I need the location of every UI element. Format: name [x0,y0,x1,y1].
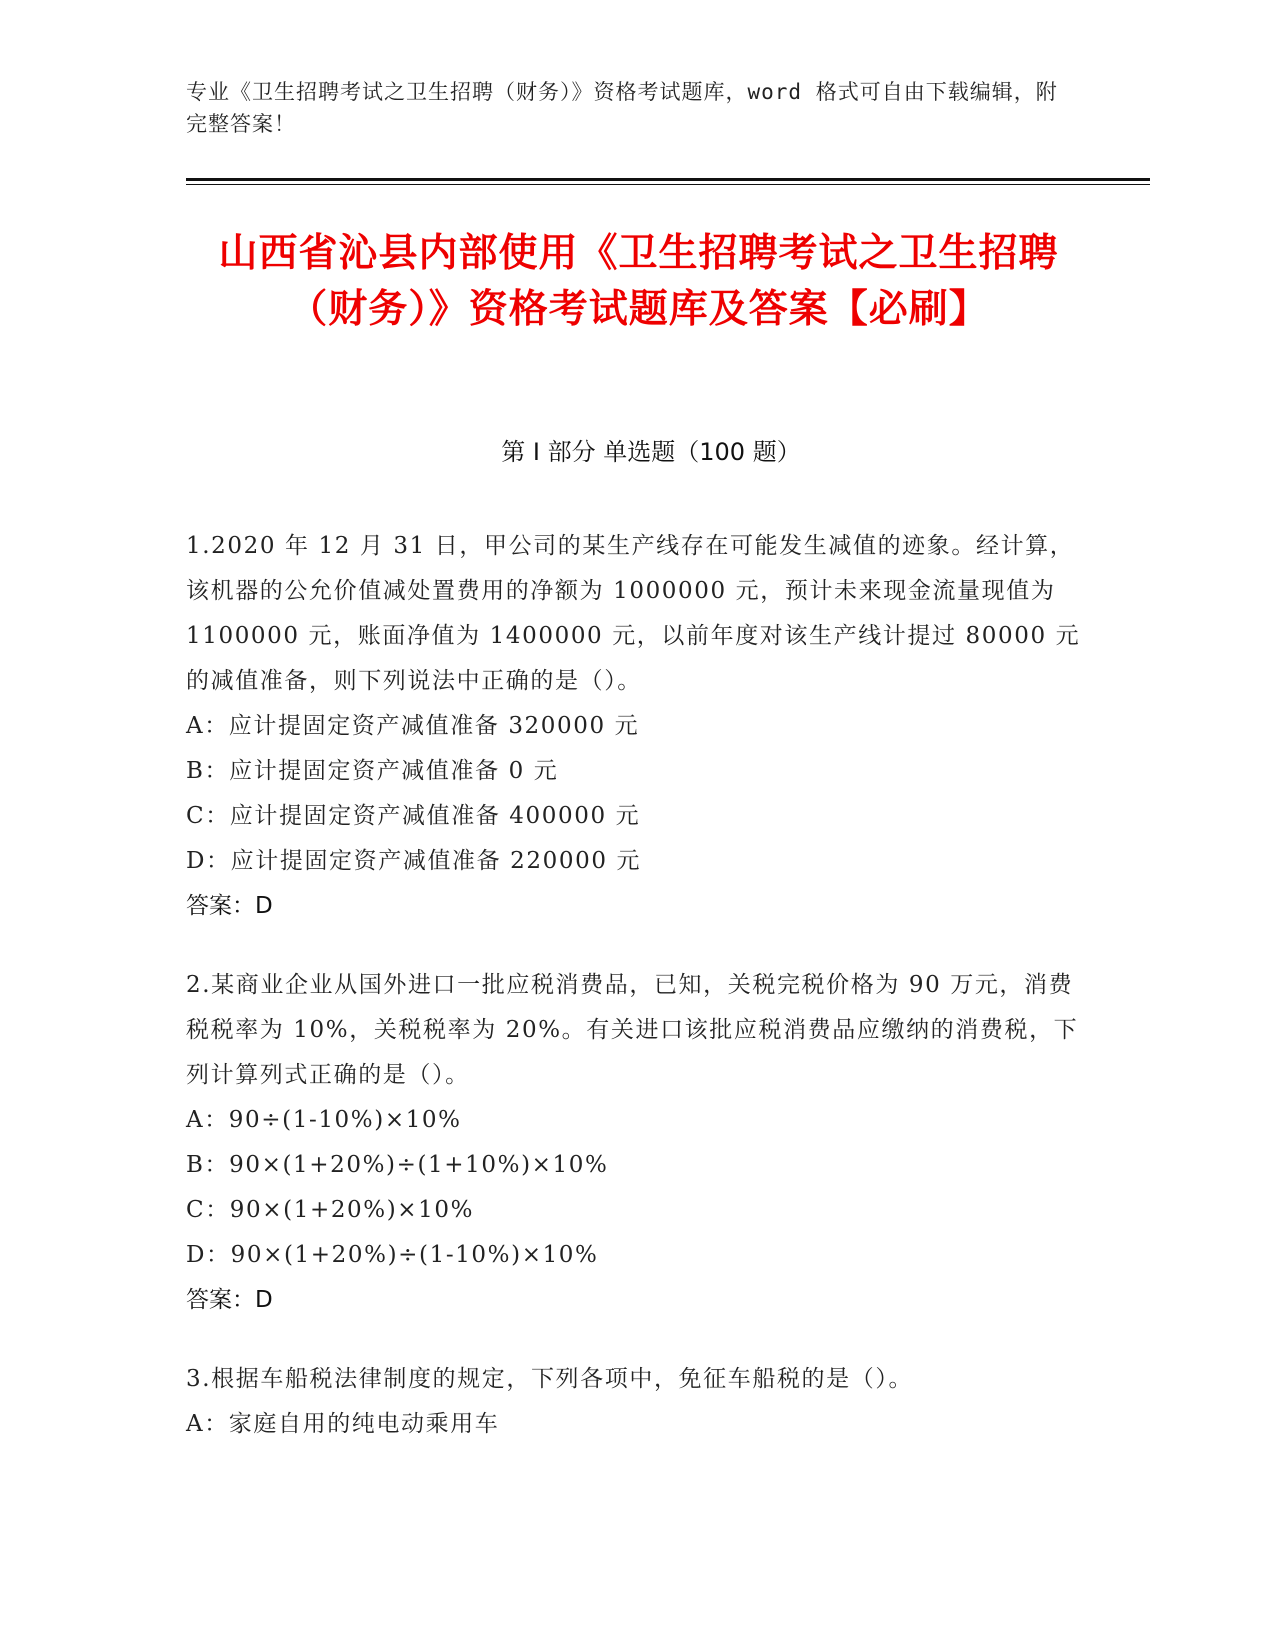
option-c: C：90×(1+20%)×10% [186,1197,475,1223]
header-divider-thin [186,184,1150,185]
option-d: D：应计提固定资产减值准备 220000 元 [186,848,642,874]
question-stem: 3.根据车船税法律制度的规定，下列各项中，免征车船税的是（）。 [186,1366,914,1392]
question-1 [186,524,1086,929]
question-3 [186,1357,1086,1447]
option-a: A：90÷(1-10%)×10% [186,1107,462,1133]
header-note: 专业《卫生招聘考试之卫生招聘（财务）》资格考试题库，word 格式可自由下载编辑，附完整答案！ [186,80,1058,136]
answer-line: 答案：D [186,893,273,919]
section-title: 第 I 部分 单选题（100 题） [501,438,801,466]
option-a: A：应计提固定资产减值准备 320000 元 [186,713,640,739]
option-b: B：应计提固定资产减值准备 0 元 [186,758,559,784]
answer-line: 答案：D [186,1287,273,1313]
header-divider-thick [186,178,1150,181]
option-c: C：应计提固定资产减值准备 400000 元 [186,803,641,829]
option-b: B：90×(1+20%)÷(1+10%)×10% [186,1152,609,1178]
document-title: 山西省沁县内部使用《卫生招聘考试之卫生招聘（财务）》资格考试题库及答案【必刷】 [218,231,1059,332]
question-2 [186,963,1086,1323]
option-a: A：家庭自用的纯电动乘用车 [186,1411,500,1437]
question-list [186,524,1086,1481]
question-stem: 2.某商业企业从国外进口一批应税消费品，已知，关税完税价格为 90 万元，消费税税率为 10%，关税税率为 20%。有关进口该批应税消费品应缴纳的消费税，下列计算列式正确的是（）。 [186,972,1079,1088]
question-stem: 1.2020 年 12 月 31 日，甲公司的某生产线存在可能发生减值的迹象。经计算，该机器的公允价值减处置费用的净额为 1000000 元，预计未来现金流量现值为 1100000 元，账面净值为 1400000 元，以前年度对该生产线计提过 80000 元的减值准备，则下列说法中正确的是（）。 [186,533,1081,694]
option-d: D：90×(1+20%)÷(1-10%)×10% [186,1242,599,1268]
